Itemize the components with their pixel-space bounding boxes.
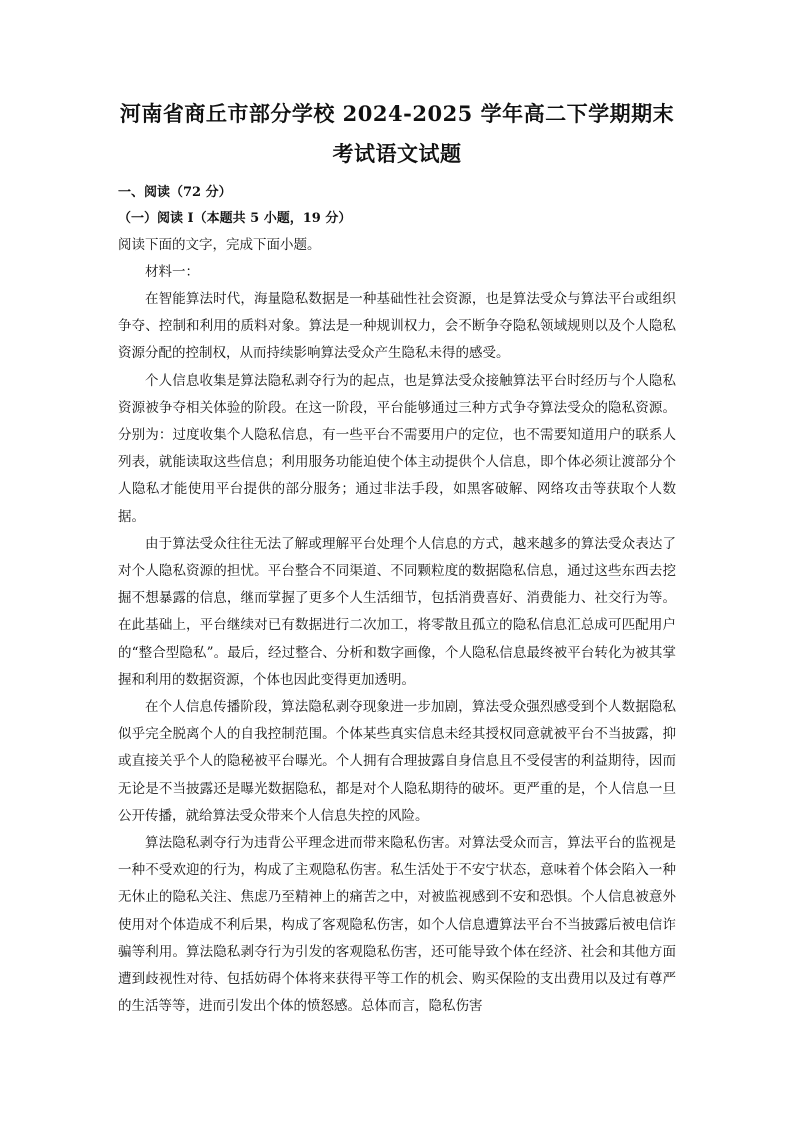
paragraph: 由于算法受众往往无法了解或理解平台处理个人信息的方式，越来越多的算法受众表达了对个人隐私资源的担忧。平台整合不同渠道、不同颗粒度的数据隐私信息，通过这些东西去挖掘不想暴露的信息，继而掌握了更多个人生活细节，包括消费喜好、消费能力、社交行为等。在此基础上，平台继续对已有数据进行二次加工，将零散且孤立的隐私信息汇总成可匹配用户的“整合型隐私”。最后，经过整合、分析和数字画像，个人隐私信息最终被平台转化为被其掌握和利用的数据资源，个体也因此变得更加透明。 <box>118 535 676 688</box>
subsection-heading: （一）阅读 Ⅰ（本题共 5 小题，19 分） <box>118 211 352 226</box>
title-line-1: 河南省商丘市部分学校 2024-2025 学年高二下学期期末 <box>119 101 675 126</box>
material-label: 材料一： <box>145 264 199 280</box>
document-title <box>118 94 676 174</box>
document-page <box>118 94 676 1020</box>
instruction-text: 阅读下面的文字，完成下面小题。 <box>118 237 321 253</box>
paragraph: 个人信息收集是算法隐私剥夺行为的起点，也是算法受众接触算法平台时经历与个人隐私资源被争夺相关体验的阶段。在这一阶段，平台能够通过三种方式争夺算法受众的隐私资源。分别为：过度收集个人隐私信息，有一些平台不需要用户的定位，也不需要知道用户的联系人列表，就能读取这些信息；利用服务功能迫使个体主动提供个人信息，即个体必须让渡部分个人隐私才能使用平台提供的部分服务；通过非法手段，如黑客破解、网络攻击等获取个人数据。 <box>118 372 676 525</box>
paragraph: 在智能算法时代，海量隐私数据是一种基础性社会资源，也是算法受众与算法平台或组织争夺、控制和利用的质料对象。算法是一种规训权力，会不断争夺隐私领域规则以及个人隐私资源分配的控制权，从而持续影响算法受众产生隐私未得的感受。 <box>118 291 676 362</box>
paragraph: 算法隐私剥夺行为违背公平理念进而带来隐私伤害。对算法受众而言，算法平台的监视是一种不受欢迎的行为，构成了主观隐私伤害。私生活处于不安宁状态，意味着个体会陷入一种无休止的隐私关注、焦虑乃至精神上的痛苦之中，对被监视感到不安和恐惧。个人信息被意外使用对个体造成不利后果，构成了客观隐私伤害，如个人信息遭算法平台不当披露后被电信诈骗等利用。算法隐私剥夺行为引发的客观隐私伤害，还可能导致个体在经济、社会和其他方面遭到歧视性对待、包括妨碍个体将来获得平等工作的机会、购买保险的支出费用以及过有尊严的生活等等，进而引发出个体的愤怒感。总体而言，隐私伤害 <box>118 835 676 1015</box>
paragraph: 在个人信息传播阶段，算法隐私剥夺现象进一步加剧，算法受众强烈感受到个人数据隐私似乎完全脱离个人的自我控制范围。个体某些真实信息未经其授权同意就被平台不当披露，抑或直接关乎个人的隐秘被平台曝光。个人拥有合理披露自身信息且不受侵害的利益期待，因而无论是不当披露还是曝光数据隐私，都是对个人隐私期待的破坏。更严重的是，个人信息一旦公开传播，就给算法受众带来个人信息失控的风险。 <box>118 699 676 824</box>
title-line-2: 考试语文试题 <box>332 141 462 166</box>
section-heading: 一、阅读（72 分） <box>118 185 232 200</box>
